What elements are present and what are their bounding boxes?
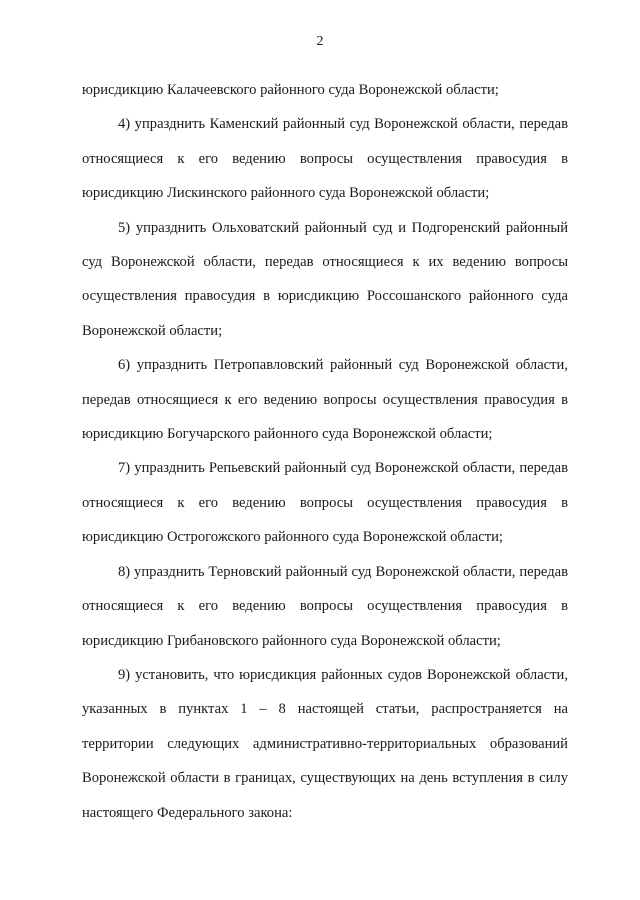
paragraph-item-8: 8) упразднить Терновский районный суд Воронежской области, передав относящиеся к его ведению вопросы осуществления правосудия в юрисдикцию Грибановского районного суда Воронежской области; <box>82 563 568 649</box>
paragraph-item-4: 4) упразднить Каменский районный суд Воронежской области, передав относящиеся к его ведению вопросы осуществления правосудия в юрисдикцию Лискинского районного суда Воронежской области; <box>82 116 568 202</box>
document-body <box>82 73 568 830</box>
page-number: 2 <box>316 34 324 49</box>
paragraph-item-6: 6) упразднить Петропавловский районный суд Воронежской области, передав относящиеся к его ведению вопросы осуществления правосудия в юрисдикцию Богучарского районного суда Воронежской области; <box>82 357 568 443</box>
paragraph-item-7: 7) упразднить Репьевский районный суд Воронежской области, передав относящиеся к его ведению вопросы осуществления правосудия в юрисдикцию Острогожского районного суда Воронежской области; <box>82 460 568 546</box>
paragraph-continuation: юрисдикцию Калачеевского районного суда Воронежской области; <box>82 82 499 98</box>
paragraph-item-5: 5) упразднить Ольховатский районный суд и Подгоренский районный суд Воронежской области, передав относящиеся к их ведению вопросы осуществления правосудия в юрисдикцию Россошанского районного суда Воронежской области; <box>82 219 568 339</box>
paragraph-item-9: 9) установить, что юрисдикция районных судов Воронежской области, указанных в пунктах 1 – 8 настоящей статьи, распространяется на территории следующих административно-территориальных образований Воронежской области в границах, существующих на день вступления в силу настоящего Федерального закона: <box>82 666 568 821</box>
